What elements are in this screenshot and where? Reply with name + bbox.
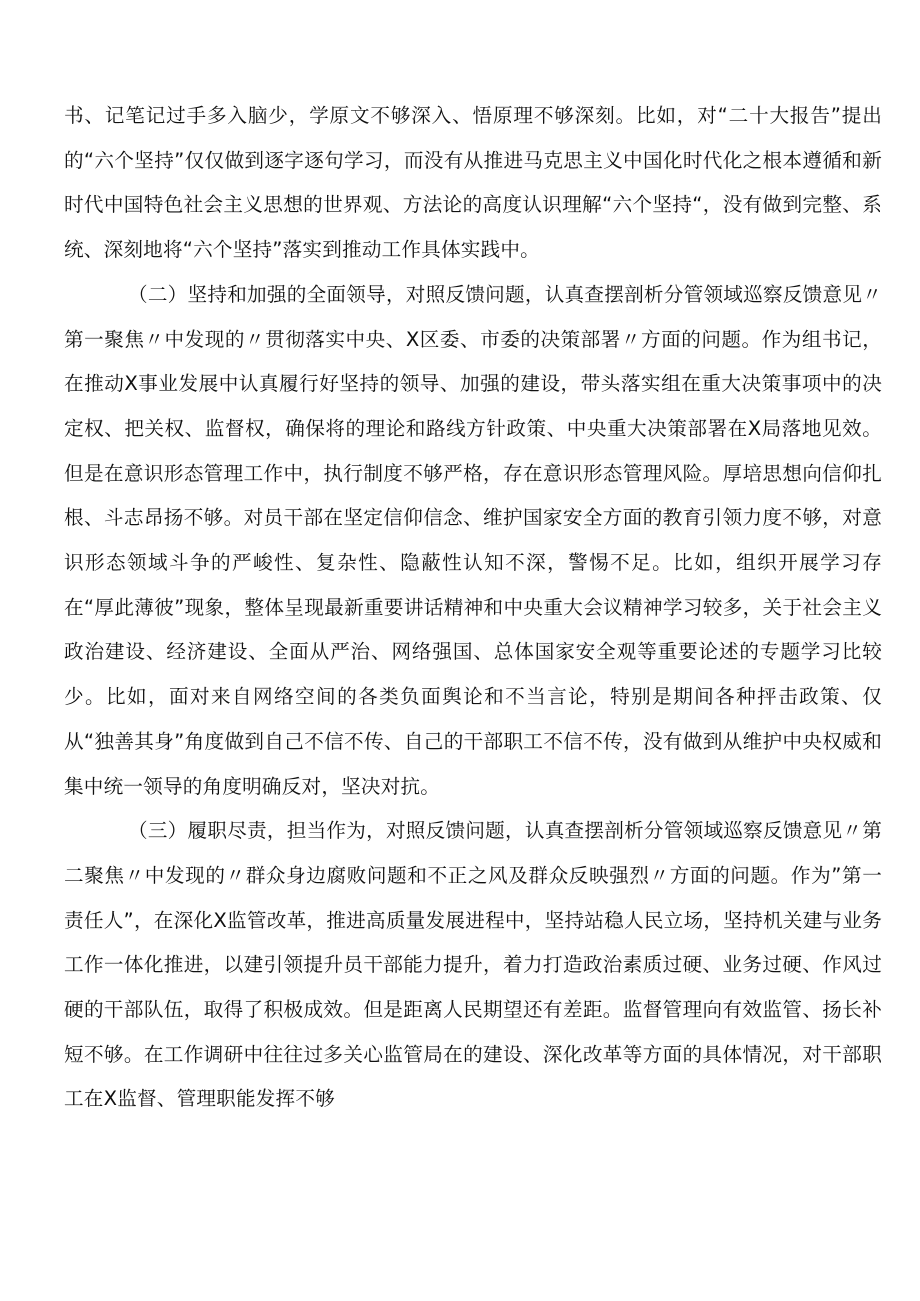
paragraph-3: （三）履职尽责，担当作为，对照反馈问题，认真查摆剖析分管领域巡察反馈意见〃第二聚焦〃中发现的〃群众身边腐败问题和不正之风及群众反映强烈〃方面的问题。作为”第一责任人”，在深化X监管改革，推进高质量发展进程中，坚持站稳人民立场，坚持机关建与业务工作一体化推进，以建引领提升员干部能力提升，着力打造政治素质过硬、业务过硬、作风过硬的干部队伍，取得了积极成效。但是距离人民期望还有差距。监督管理向有效监管、扬长补短不够。在工作调研中往往过多关心监管局在的建设、深化改革等方面的具体情况，对干部职工在X监督、管理职能发挥不够: [64, 819, 882, 1111]
paragraph-1: 书、记笔记过手多入脑少，学原文不够深入、悟原理不够深刻。比如，对“二十大报告”提出的“六个坚持”仅仅做到逐字逐句学习，而没有从推进马克思主义中国化时代化之根本遵循和新时代中国特色社会主义思想的世界观、方法论的高度认识理解“六个坚持“，没有做到完整、系统、深刻地将“六个坚持”落实到推动工作具体实践中。: [64, 104, 882, 262]
paragraph-2: （二）坚持和加强的全面领导，对照反馈问题，认真查摆剖析分管领域巡察反馈意见〃第一聚焦〃中发现的〃贯彻落实中央、X区委、市委的决策部署〃方面的问题。作为组书记，在推动X事业发展中认真履行好坚持的领导、加强的建设，带头落实组在重大决策事项中的决定权、把关权、监督权，确保将的理论和路线方针政策、中央重大决策部署在X局落地见效。但是在意识形态管理工作中，执行制度不够严格，存在意识形态管理风险。厚培思想向信仰扎根、斗志昂扬不够。对员干部在坚定信仰信念、维护国家安全方面的教育引领力度不够，对意识形态领域斗争的严峻性、复杂性、隐蔽性认知不深，警惕不足。比如，组织开展学习存在“厚此薄彼”现象，整体呈现最新重要讲话精神和中央重大会议精神学习较多，关于社会主义政治建设、经济建设、全面从严治、网络强国、总体国家安全观等重要论述的专题学习比较少。比如，面对来自网络空间的各类负面舆论和不当言论，特别是期间各种抨击政策、仅从“独善其身”角度做到自己不信不传、自己的干部职工不信不传，没有做到从维护中央权威和集中统一领导的角度明确反对，坚决对抗。: [64, 282, 882, 798]
